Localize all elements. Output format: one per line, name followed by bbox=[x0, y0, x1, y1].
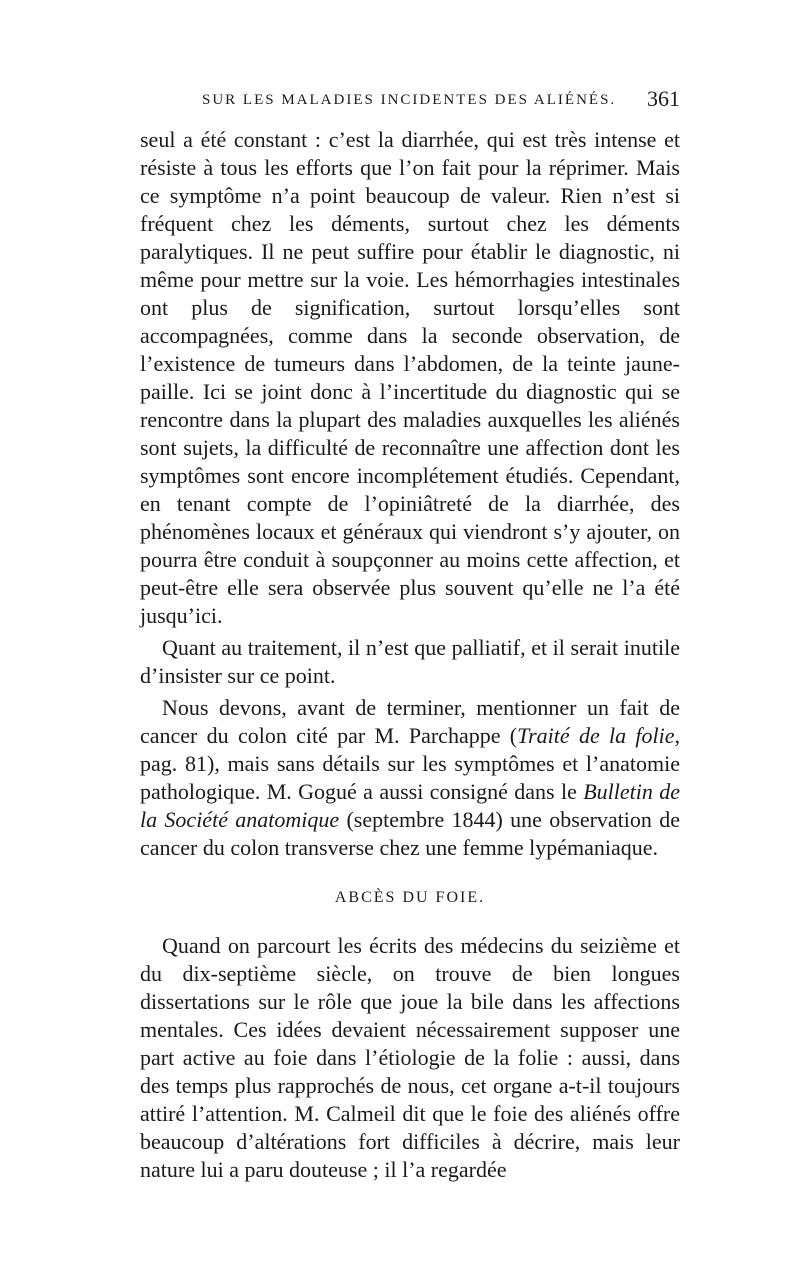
running-title: SUR LES MALADIES INCIDENTES DES ALIÉNÉS. bbox=[202, 92, 617, 108]
paragraph-liver-abscess: Quand on parcourt les écrits des médecins du seizième et du dix-septième siècle, on trouve de bien longues dissertations sur le rôle que joue la bile dans les affections mentales. Ces idées devaient nécessairement supposer une part active au foie dans l’étiologie de la folie : aussi, dans des temps plus rapprochés de nous, cet organe a-t-il toujours attiré l’attention. M. Calmeil dit que le foie des aliénés offre beaucoup d’altérations fort difficiles à décrire, mais leur nature lui a paru douteuse ; il l’a regardée bbox=[140, 933, 680, 1182]
paragraph-treatment: Quant au traitement, il n’est que palliatif, et il serait inutile d’insister sur ce point. bbox=[140, 635, 680, 688]
paragraph-text: Nous devons, avant de terminer, mentionner un fait de cancer du colon cité par M. Parchappe ( bbox=[140, 695, 680, 748]
body-text bbox=[140, 126, 680, 1188]
paragraph-text: , pag. 81), mais sans détails sur les symptômes et l’anatomie pathologique. M. Gogué a aussi consigné dans le bbox=[140, 723, 680, 804]
paragraph-continued: seul a été constant : c’est la diarrhée, qui est très intense et résiste à tous les efforts que l’on fait pour la réprimer. Mais ce symptôme n’a point beaucoup de valeur. Rien n’est si fréquent chez les déments, surtout chez les déments paralytiques. Il ne peut suffire pour établir le diagnostic, ni même pour mettre sur la voie. Les hémorrhagies intestinales ont plus de signification, surtout lorsqu’elles sont accompagnées, comme dans la seconde observation, de l’existence de tumeurs dans l’abdomen, de la teinte jaune-paille. Ici se joint donc à l’incertitude du diagnostic qui se rencontre dans la plupart des maladies auxquelles les aliénés sont sujets, la difficulté de reconnaître une affection dont les symptômes sont encore incomplétement étudiés. Cependant, en tenant compte de l’opiniâtreté de la diarrhée, des phénomènes locaux et généraux qui viendront s’y ajouter, on pourra être conduit à soupçonner au moins cette affection, et peut-être elle sera observée plus souvent qu’elle ne l’a été jusqu’ici. bbox=[140, 127, 680, 628]
paragraph-cancer-cases bbox=[140, 694, 680, 862]
section-heading: ABCÈS DU FOIE. bbox=[334, 889, 486, 906]
page-number: 361 bbox=[647, 86, 680, 111]
paragraph-text: (septembre 1844) une observation de cancer du colon transverse chez une femme lypémaniaque. bbox=[140, 807, 680, 860]
running-head bbox=[140, 86, 680, 116]
cited-journal-title: Bulletin de la Société anatomique bbox=[140, 779, 680, 832]
cited-work-title: Traité de la folie bbox=[517, 723, 675, 748]
